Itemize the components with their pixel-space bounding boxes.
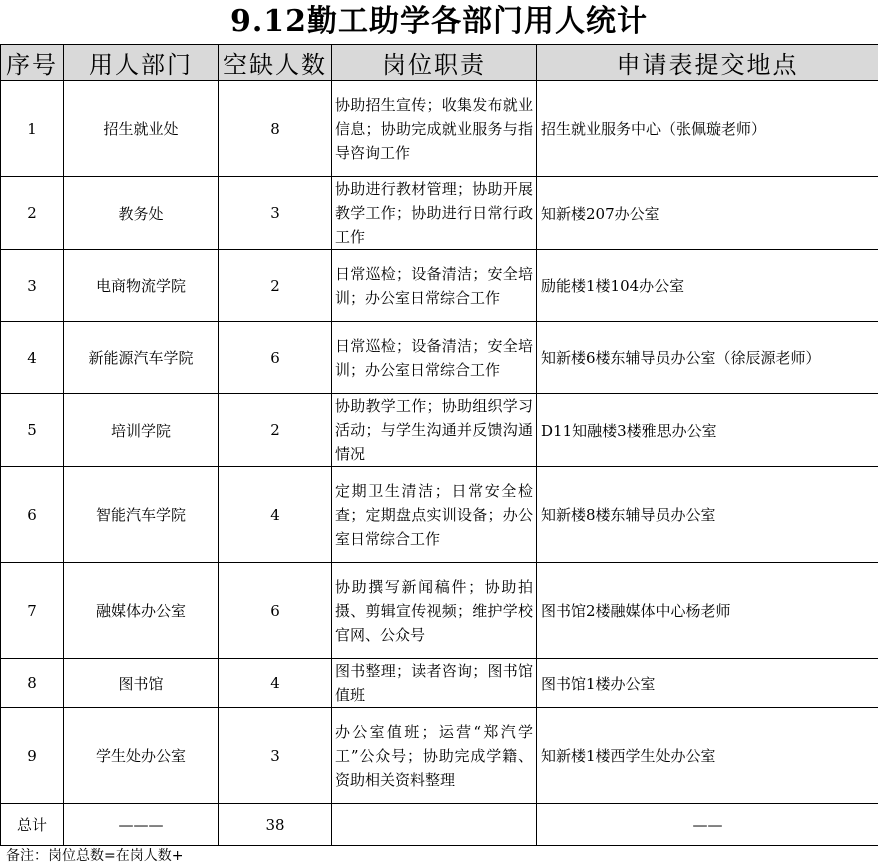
header-duty: 岗位职责 [332, 45, 537, 81]
cell-dept: 培训学院 [64, 394, 219, 467]
cell-location: 知新楼8楼东辅导员办公室 [537, 467, 878, 563]
cell-location: 知新楼6楼东辅导员办公室（徐辰源老师） [537, 322, 878, 394]
cell-dept: 学生处办公室 [64, 708, 219, 804]
total-label: 总计 [1, 804, 64, 846]
table-row [1, 467, 878, 563]
footnote: 备注：岗位总数=在岗人数+ [6, 848, 184, 864]
cell-no: 7 [1, 563, 64, 659]
header-no: 序号 [1, 45, 64, 81]
cell-dept: 电商物流学院 [64, 250, 219, 322]
header-count: 空缺人数 [219, 45, 332, 81]
table-row [1, 563, 878, 659]
cell-no: 4 [1, 322, 64, 394]
table-row [1, 322, 878, 394]
cell-count: 3 [219, 708, 332, 804]
cell-count: 4 [219, 467, 332, 563]
cell-count: 2 [219, 250, 332, 322]
total-row [1, 804, 878, 846]
table-row [1, 394, 878, 467]
cell-no: 8 [1, 659, 64, 708]
cell-duty: 定期卫生清洁；日常安全检查；定期盘点实训设备；办公室日常综合工作 [332, 467, 537, 563]
cell-no: 2 [1, 177, 64, 250]
total-duty [332, 804, 537, 846]
cell-location: 招生就业服务中心（张佩璇老师） [537, 81, 878, 177]
cell-dept: 教务处 [64, 177, 219, 250]
cell-count: 6 [219, 563, 332, 659]
cell-no: 3 [1, 250, 64, 322]
staffing-table [0, 44, 878, 846]
total-count: 38 [219, 804, 332, 846]
cell-location: 知新楼207办公室 [537, 177, 878, 250]
cell-no: 5 [1, 394, 64, 467]
cell-duty: 图书整理；读者咨询；图书馆值班 [332, 659, 537, 708]
total-dept: ——— [64, 804, 219, 846]
cell-location: 图书馆1楼办公室 [537, 659, 878, 708]
cell-no: 1 [1, 81, 64, 177]
table-row [1, 81, 878, 177]
cell-location: D11知融楼3楼雅思办公室 [537, 394, 878, 467]
header-row [1, 45, 878, 81]
cell-count: 8 [219, 81, 332, 177]
cell-location: 知新楼1楼西学生处办公室 [537, 708, 878, 804]
cell-location: 励能楼1楼104办公室 [537, 250, 878, 322]
total-location: —— [537, 804, 878, 846]
page-title: 9.12勤工助学各部门用人统计 [229, 4, 649, 39]
header-location: 申请表提交地点 [537, 45, 878, 81]
table-row [1, 177, 878, 250]
cell-duty: 协助撰写新闻稿件；协助拍摄、剪辑宣传视频；维护学校官网、公众号 [332, 563, 537, 659]
cell-duty: 日常巡检；设备清洁；安全培训；办公室日常综合工作 [332, 322, 537, 394]
header-dept: 用人部门 [64, 45, 219, 81]
cell-duty: 协助进行教材管理；协助开展教学工作；协助进行日常行政工作 [332, 177, 537, 250]
cell-duty: 协助招生宣传；收集发布就业信息；协助完成就业服务与指导咨询工作 [332, 81, 537, 177]
cell-dept: 新能源汽车学院 [64, 322, 219, 394]
table-row [1, 250, 878, 322]
table-row [1, 659, 878, 708]
cell-duty: 协助教学工作；协助组织学习活动；与学生沟通并反馈沟通情况 [332, 394, 537, 467]
cell-no: 6 [1, 467, 64, 563]
cell-count: 4 [219, 659, 332, 708]
cell-duty: 办公室值班；运营“郑汽学工”公众号；协助完成学籍、资助相关资料整理 [332, 708, 537, 804]
cell-location: 图书馆2楼融媒体中心杨老师 [537, 563, 878, 659]
cell-no: 9 [1, 708, 64, 804]
cell-count: 2 [219, 394, 332, 467]
cell-duty: 日常巡检；设备清洁；安全培训；办公室日常综合工作 [332, 250, 537, 322]
cell-dept: 招生就业处 [64, 81, 219, 177]
cell-count: 3 [219, 177, 332, 250]
cell-dept: 智能汽车学院 [64, 467, 219, 563]
table-row [1, 708, 878, 804]
cell-dept: 图书馆 [64, 659, 219, 708]
cell-dept: 融媒体办公室 [64, 563, 219, 659]
cell-count: 6 [219, 322, 332, 394]
